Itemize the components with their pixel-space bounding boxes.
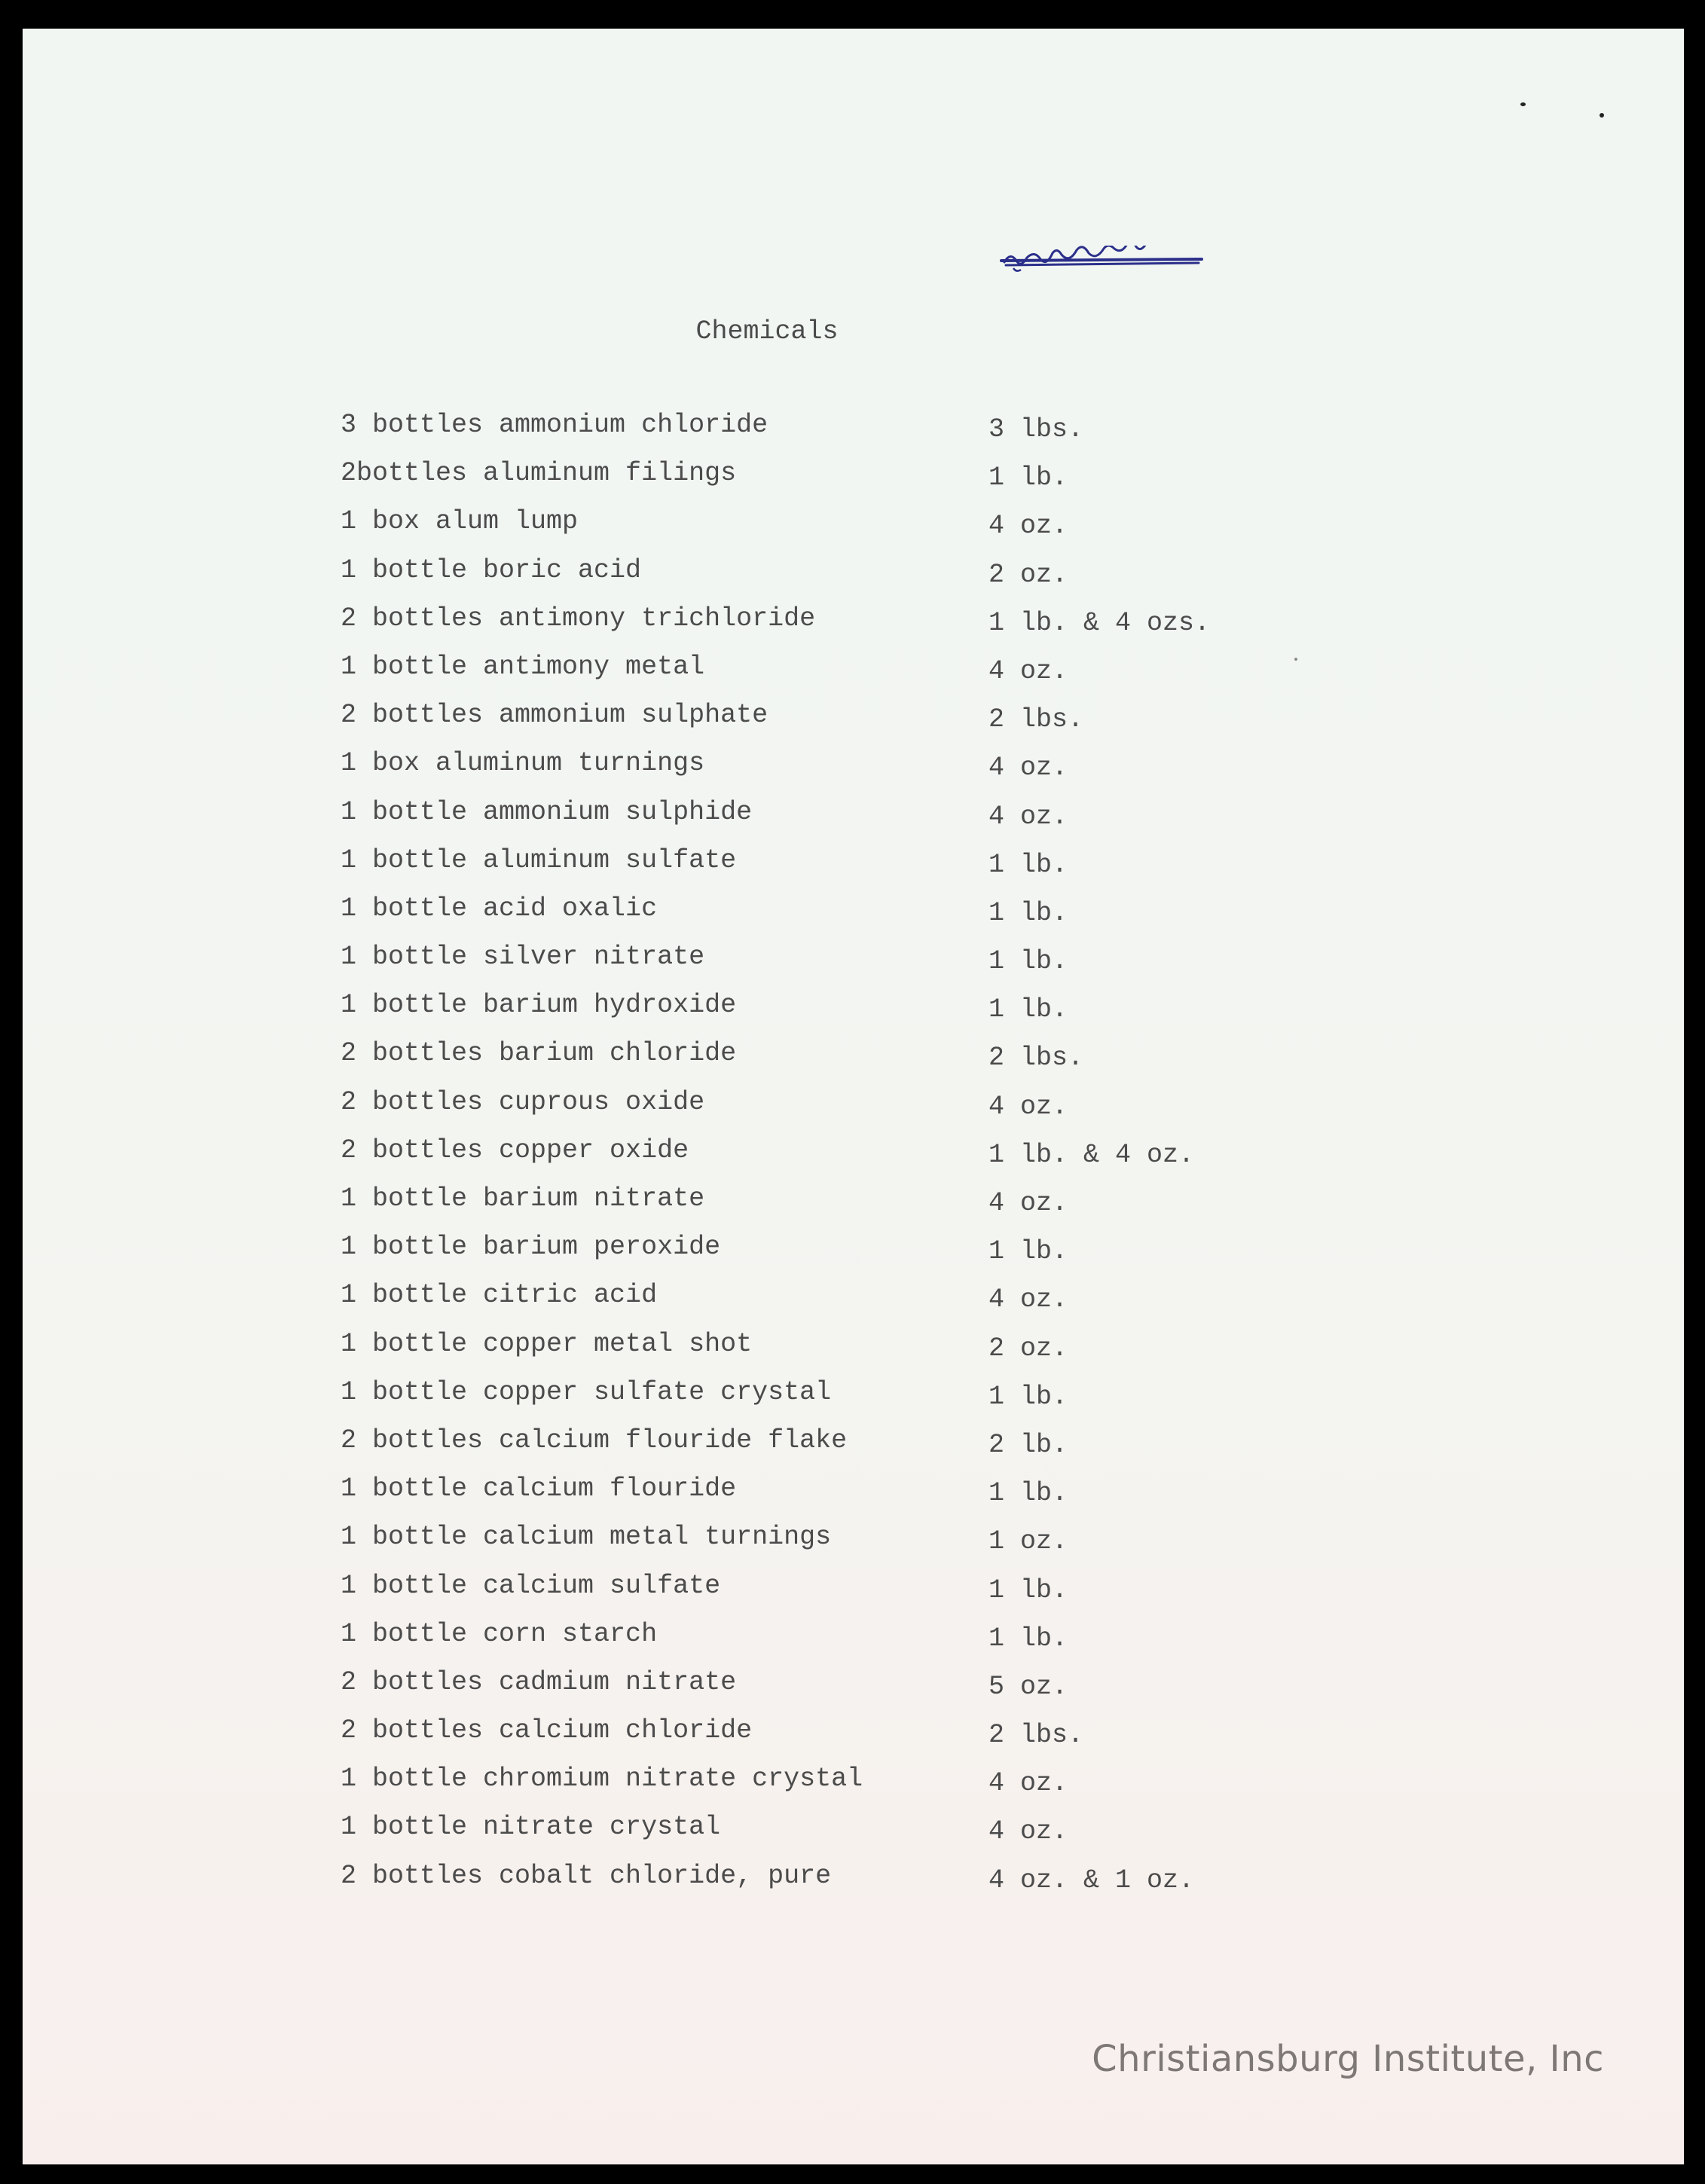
list-item	[318, 1038, 1297, 1086]
chemical-quantity: 4 oz.	[988, 1284, 1068, 1315]
chemical-quantity: 1 lb.	[988, 1623, 1068, 1654]
chemical-name: 1 bottle aluminum sulfate	[341, 845, 737, 875]
chemical-name: 1 bottle calcium metal turnings	[341, 1522, 832, 1553]
chemical-name: 1 bottle antimony metal	[341, 651, 705, 682]
chemical-name: 1 bottle barium nitrate	[341, 1184, 705, 1214]
list-item	[318, 797, 1297, 845]
list-item	[318, 845, 1297, 893]
chemical-quantity: 1 oz.	[988, 1526, 1068, 1557]
chemical-quantity: 2 lbs.	[988, 1720, 1084, 1751]
chemical-quantity: 4 oz. & 1 oz.	[988, 1865, 1195, 1895]
chemical-name: 2 bottles cadmium nitrate	[341, 1666, 737, 1697]
chemical-name: 1 bottle copper sulfate crystal	[341, 1376, 832, 1407]
chemical-name: 1 bottle ammonium sulphide	[341, 796, 753, 827]
chemical-quantity: 4 oz.	[988, 1091, 1068, 1122]
chemical-quantity: 1 lb.	[988, 897, 1068, 928]
chemical-name: 1 bottle nitrate crystal	[341, 1812, 721, 1843]
chemical-name: 1 bottle boric acid	[341, 554, 642, 585]
chemical-name: 2 bottles barium chloride	[341, 1038, 737, 1069]
chemical-quantity: 1 lb.	[988, 1478, 1068, 1509]
list-item	[318, 506, 1297, 554]
list-item	[318, 1522, 1297, 1570]
chemicals-list	[318, 410, 1297, 1909]
list-item	[318, 700, 1297, 748]
chemical-quantity: 2 oz.	[988, 559, 1068, 590]
chemical-name: 1 bottle calcium sulfate	[341, 1570, 721, 1601]
chemical-quantity: 4 oz.	[988, 753, 1068, 783]
chemical-name: 1 bottle chromium nitrate crystal	[341, 1764, 863, 1795]
chemical-name: 2 bottles ammonium sulphate	[341, 700, 768, 731]
list-item	[318, 942, 1297, 990]
list-item	[318, 1812, 1297, 1860]
list-item	[318, 1232, 1297, 1280]
list-item	[318, 1377, 1297, 1425]
list-item	[318, 458, 1297, 506]
list-item	[318, 410, 1297, 458]
list-item	[318, 1474, 1297, 1522]
chemical-quantity: 5 oz.	[988, 1671, 1068, 1702]
chemical-name: 1 bottle corn starch	[341, 1618, 658, 1649]
chemical-name: 1 bottle barium peroxide	[341, 1232, 721, 1263]
list-item	[318, 1135, 1297, 1184]
list-item	[318, 603, 1297, 652]
list-item	[318, 1619, 1297, 1667]
list-item	[318, 1764, 1297, 1812]
chemical-quantity: 4 oz.	[988, 655, 1068, 686]
list-item	[318, 1280, 1297, 1328]
list-item	[318, 1087, 1297, 1135]
chemical-quantity: 1 lb.	[988, 1236, 1068, 1267]
chemical-name: 2 bottles copper oxide	[341, 1135, 689, 1165]
list-item	[318, 1425, 1297, 1474]
list-item	[318, 652, 1297, 700]
list-item	[318, 893, 1297, 942]
chemical-quantity: 4 oz.	[988, 511, 1068, 542]
chemical-name: 2 bottles antimony trichloride	[341, 603, 816, 634]
chemical-quantity: 1 lb. & 4 ozs.	[988, 607, 1211, 638]
chemical-name: 1 bottle silver nitrate	[341, 942, 705, 973]
chemical-name: 1 bottle calcium flouride	[341, 1474, 737, 1504]
chemical-quantity: 1 lb.	[988, 463, 1068, 493]
chemical-quantity: 1 lb.	[988, 1381, 1068, 1412]
chemical-name: 1 bottle copper metal shot	[341, 1328, 753, 1359]
watermark-text: Christiansburg Institute, Inc	[1092, 2038, 1604, 2080]
chemical-quantity: 1 lb. & 4 oz.	[988, 1139, 1195, 1170]
list-item	[318, 1329, 1297, 1377]
chemical-name: 2 bottles calcium flouride flake	[341, 1425, 848, 1455]
list-item	[318, 1861, 1297, 1909]
list-item	[318, 990, 1297, 1038]
list-item	[318, 748, 1297, 796]
chemical-quantity: 4 oz.	[988, 1188, 1068, 1218]
chemical-name: 2 bottles cobalt chloride, pure	[341, 1860, 832, 1891]
chemical-quantity: 3 lbs.	[988, 414, 1084, 444]
handwritten-struck-note	[983, 246, 1209, 276]
chemical-quantity: 2 lb.	[988, 1429, 1068, 1460]
chemical-name: 2 bottles cuprous oxide	[341, 1086, 705, 1117]
list-item	[318, 1571, 1297, 1619]
chemical-name: 1 box alum lump	[341, 506, 579, 537]
chemical-quantity: 1 lb.	[988, 994, 1068, 1025]
chemical-quantity: 1 lb.	[988, 849, 1068, 880]
ink-speck	[1520, 102, 1526, 106]
list-item	[318, 555, 1297, 603]
ink-speck	[1600, 113, 1604, 118]
chemical-quantity: 4 oz.	[988, 1816, 1068, 1847]
page-title: Chemicals	[695, 316, 839, 347]
chemical-name: 1 box aluminum turnings	[341, 748, 705, 779]
chemical-quantity: 4 oz.	[988, 801, 1068, 832]
chemical-name: 2bottles aluminum filings	[341, 458, 737, 489]
chemical-quantity: 4 oz.	[988, 1768, 1068, 1799]
chemical-quantity: 2 oz.	[988, 1333, 1068, 1364]
document-page	[23, 29, 1684, 2164]
list-item	[318, 1667, 1297, 1715]
chemical-name: 1 bottle barium hydroxide	[341, 990, 737, 1021]
chemical-quantity: 2 lbs.	[988, 704, 1084, 735]
chemical-name: 1 bottle acid oxalic	[341, 893, 658, 924]
list-item	[318, 1715, 1297, 1764]
chemical-quantity: 1 lb.	[988, 1575, 1068, 1605]
chemical-name: 1 bottle citric acid	[341, 1280, 658, 1311]
chemical-name: 3 bottles ammonium chloride	[341, 410, 768, 440]
chemical-quantity: 1 lb.	[988, 946, 1068, 977]
list-item	[318, 1184, 1297, 1232]
ink-speck	[1294, 658, 1297, 661]
chemical-name: 2 bottles calcium chloride	[341, 1715, 753, 1746]
chemical-quantity: 2 lbs.	[988, 1043, 1084, 1074]
